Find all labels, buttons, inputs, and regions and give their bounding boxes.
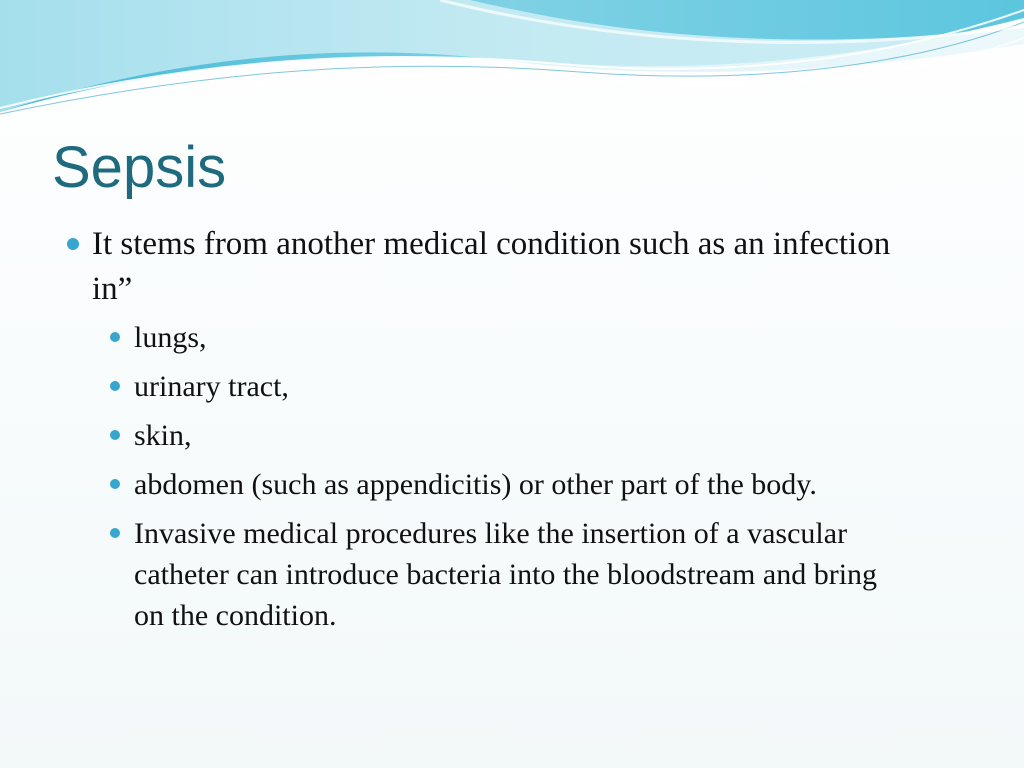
bullet-dot-icon (110, 332, 120, 342)
header-wave-decoration (0, 0, 1024, 130)
bullet-dot-icon (110, 528, 120, 538)
bullet-dot-icon (110, 381, 120, 391)
bullet-dot-icon (67, 238, 79, 250)
sub-bullet-list (62, 317, 962, 636)
bullet-item (62, 222, 912, 312)
sub-bullet-item (107, 415, 894, 456)
sub-bullet-text: lungs, (134, 321, 207, 354)
bullet-dot-icon (110, 430, 120, 440)
bullet-dot-icon (110, 479, 120, 489)
sub-bullet-item (107, 513, 894, 636)
sub-bullet-text: abdomen (such as appendicitis) or other part of the body. (134, 468, 817, 501)
sub-bullet-text: urinary tract, (134, 370, 289, 403)
sub-bullet-text: skin, (134, 419, 192, 452)
sub-bullet-item (107, 366, 894, 407)
slide-body (62, 222, 962, 644)
sub-bullet-item (107, 464, 894, 505)
slide-title: Sepsis (52, 135, 227, 200)
sub-bullet-item (107, 317, 894, 358)
sub-bullet-text: Invasive medical procedures like the insertion of a vascular catheter can introduce bacteria into the bloodstream and bring on the condition. (134, 517, 878, 632)
bullet-text: It stems from another medical condition such as an infection in” (92, 226, 891, 307)
